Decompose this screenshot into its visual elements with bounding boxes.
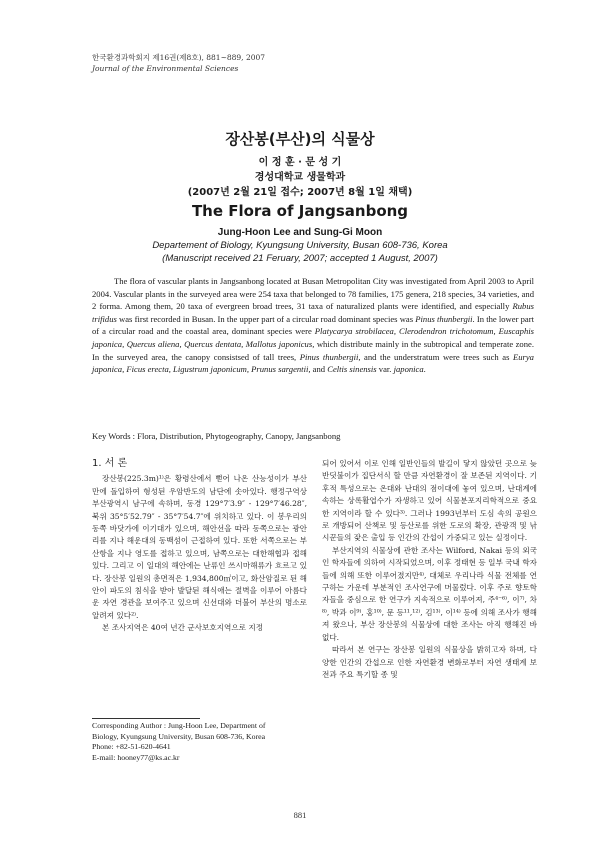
affiliation-korean: 경성대학교 생물학과 [254,172,346,183]
species-name: Rubus trifidus [92,301,534,324]
correspondence-footnote [92,721,307,763]
body-paragraph: 따라서 본 연구는 장산봉 일원의 식물상을 밝히고자 하며, 다양한 인간의 간섭으로 인한 자연환경 변화로부터 자연 생태계 보전과 주요 특기할 종 및 [322,645,537,679]
received-date-english: (Manuscript received 21 Feruary, 2007; accepted 1 August, 2007) [162,253,438,264]
abstract [92,275,534,376]
page-number: 881 [293,810,307,820]
abstract-text: . In the lower part of a circular road and the coastal area, dominant species were [92,313,534,337]
affiliation-english: Departement of Biology, Kyungsung University, Busan 608-736, Korea [152,240,448,251]
author-block-korean [0,155,600,200]
correspondence-address: Biology, Kyungsung University, Busan 608-736, Korea [92,731,266,741]
body-column-right [322,458,537,681]
species-name: japonica [393,364,424,375]
authors-english: Jung-Hoon Lee and Sung-Gi Moon [217,227,383,238]
journal-name-en: Journal of the Environmental Sciences [92,64,239,73]
species-name: Platycarya strobilacea, Clerodendron trichotomum, Euscaphis japonica, Quercus aliena, Quercus dentata, Mallotus japonicus, [92,326,534,349]
abstract-text: . [423,364,426,375]
footnote-divider [92,718,200,719]
abstract-text: was first recorded in Busan. In the upper part of a circular road dominant species was [116,313,416,324]
species-name: Pinus thunbergii [299,351,359,362]
body-paragraph: 장산봉(225.3m)¹⁾은 황령산에서 뻗어 나온 산능성이가 부산만에 돌입하여 형성된 우암반도의 남단에 솟아있다. 행정구역상 부산광역시 남구에 속하며, 동경 129°7′3.9″ - 129°7′46.28″, 북위 35°5′52.79″ - 35°7′54.7″에 위치하고 있다. 이 봉우리의 동쪽 바닷가에 이기대가 있으며, 해안선을 따라 동쪽으로는 광안리를 지나 해운대의 동백섬이 근접하여 있다. 또한 서쪽으로는 부산항을 지나 영도를 접하고 있으며, 남쪽으로는 대한해협과 접해 있다. 그리고 이 일대의 해안에는 난류인 쓰시마해류가 흐르고 있다. 장산봉 일원의 총면적은 1,934,800㎡이고, 화산암질로 된 해안이 파도의 침식을 받아 발달된 해식애는 절벽을 이루어 아름다운 자연 경관을 보여주고 있으며 신선대와 더불어 부산의 명소로 알려져 있다²⁾. [92,474,307,620]
abstract-text: var. [376,364,394,375]
species-name: Celtis sinensis [327,364,377,375]
received-date-korean: (2007년 2월 21일 접수; 2007년 8월 1일 채택) [187,187,413,198]
correspondence-phone: Phone: +82-51-620-4641 [92,742,171,751]
body-column-left [92,458,307,635]
species-name: Eurya japonica, Ficus erecta, Ligustrum japonicum, Prunus sargentii, [92,351,534,375]
keywords: Key Words : Flora, Distribution, Phytogeography, Canopy, Jangsanbong [92,431,341,441]
abstract-text: The flora of vascular plants in Jangsanbong located at Busan Metropolitan City was investigated from April 2003 to April 2004. Vascular plants in the surveyed area were 254 taxa that belonged to 78 families, 175 genera, 218 species, 34 varieties, and 2 forma. Among them, 20 taxa of evergreen broad trees, 31 taxa of naturalized plants were identified, and especially [92,276,534,312]
authors-korean: 이 정 훈 · 문 성 기 [258,157,342,168]
author-block-english [0,226,600,265]
body-paragraph: 되어 있어서 이로 인해 일반인들의 발길이 닿지 않았던 곳으로 늦반딧불이가 집단서식 할 만큼 자연환경이 잘 보존된 지역이다. 기후적 특성으로는 온대와 난대의 점이대에 놓여 있으며, 난대계에 속하는 상록활엽수가 자생하고 있어 식물분포지리학적으로 중요한 지역이라 할 수 있다³⁾. 그러나 1993년부터 도심 속의 공원으로 개방되어 산책로 및 등산로를 위한 도로의 확장, 관광객 및 낚시꾼들의 잦은 출입 등 인간의 간섭이 가중되고 있는 실정이다. [322,459,537,543]
abstract-text: , and the understratum were trees such as [358,351,513,362]
title-korean: 장산봉(부산)의 식물상 [225,130,375,148]
abstract-text: which distribute mainly in the subtropical and temperate zone. In the surveyed area, the canopy consistsed of tall trees, [92,338,534,362]
abstract-text: and [310,364,328,375]
species-name: Pinus thunbergii [415,313,473,324]
section-heading-introduction: 1. 서 론 [92,458,128,469]
correspondence-email: E-mail: hooney77@ks.ac.kr [92,752,180,762]
title-english: The Flora of Jangsanbong [191,202,409,220]
journal-citation-ko: 한국환경과학회지 제16권(제8호), 881~889, 2007 [92,53,266,62]
journal-header [92,52,265,74]
body-paragraph: 부산지역의 식물상에 관한 조사는 Wilford, Nakai 등의 외국인 학자들에 의하여 시작되었으며, 이후 정태현 등 일부 국내 학자들에 의해 또한 이루어졌지만⁴⁾, 대체로 우리나라 식물 전체를 연구하는 가운데 부분적인 조사연구에 머물렀다. 이후 주로 향토학자들을 중심으로 한 연구가 지속적으로 이루어져, 주⁴⁻⁶⁾, 이⁷⁾, 차⁸⁾, 박과 이⁹⁾, 홍¹⁰⁾, 문 등¹¹,¹²⁾, 김¹³⁾, 이¹⁴⁾ 등에 의해 조사가 행해져 왔으나, 부산 장산봉의 식물상에 대한 조사는 아직 행해진 바 없다. [322,545,537,642]
body-paragraph: 본 조사지역은 40여 년간 군사보호지역으로 지정 [102,623,264,633]
correspondence-author: Corresponding Author : Jung-Hoon Lee, Department of [92,721,266,730]
